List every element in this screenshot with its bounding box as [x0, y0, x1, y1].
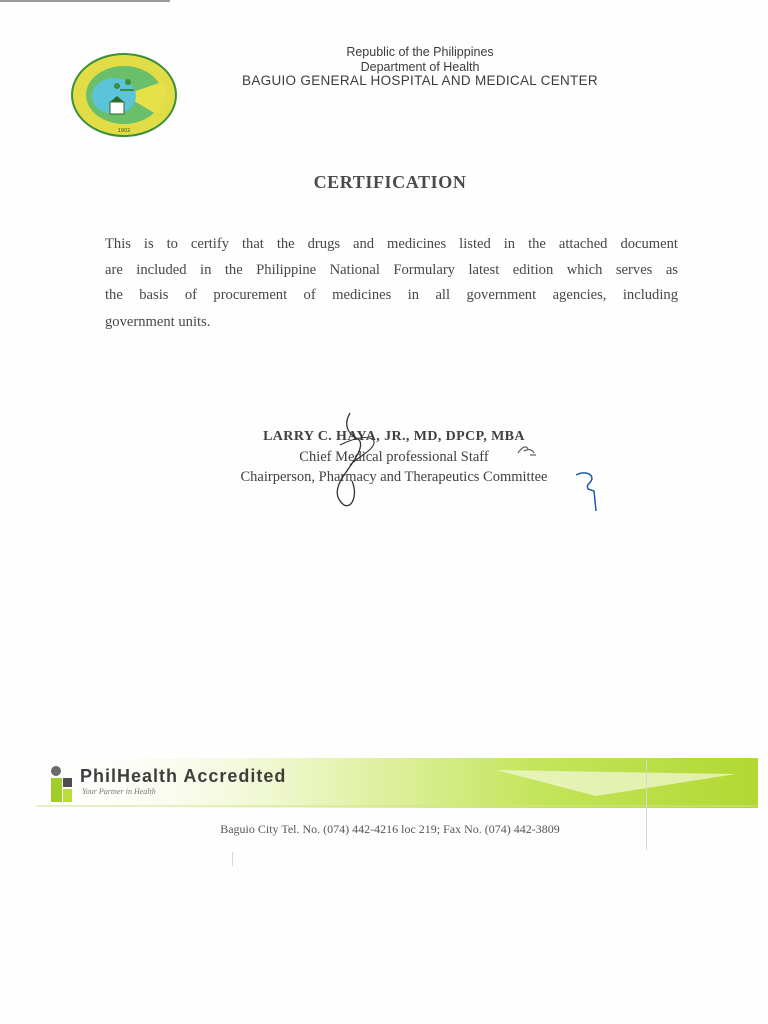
signatory-position-1: Chief Medical professional Staff: [299, 449, 489, 465]
body-line-1: This is to certify that the drugs and medicines listed in the attached document: [105, 236, 678, 252]
philhealth-label: PhilHealth Accredited: [80, 766, 287, 786]
svg-text:1902: 1902: [117, 128, 131, 134]
header-republic: Republic of the Philippines: [346, 45, 494, 59]
scan-artifact: [646, 760, 647, 850]
scan-artifact: [232, 852, 233, 866]
body-line-3: the basis of procurement of medicines in all government agencies, including: [105, 287, 678, 303]
body-line-4: government units.: [105, 314, 211, 330]
header-department: Department of Health: [360, 60, 480, 74]
footer-contact: Baguio City Tel. No. (074) 442-4216 loc 219; Fax No. (074) 442-3809: [220, 822, 560, 836]
hospital-seal-logo: [70, 52, 178, 138]
body-line-2: are included in the Philippine National Formulary latest edition which serves as: [105, 262, 678, 278]
signatory-name: LARRY C. HAYA, JR., MD, DPCP, MBA: [263, 429, 525, 444]
philhealth-logo: [46, 764, 76, 804]
document-title: CERTIFICATION: [313, 172, 467, 192]
signatory-position-2: Chairperson, Pharmacy and Therapeutics Committee: [240, 469, 548, 485]
header-hospital-name: BAGUIO GENERAL HOSPITAL AND MEDICAL CENTER: [242, 73, 598, 88]
philhealth-tagline: Your Partner in Health: [82, 787, 156, 796]
scan-top-edge: [0, 0, 170, 2]
